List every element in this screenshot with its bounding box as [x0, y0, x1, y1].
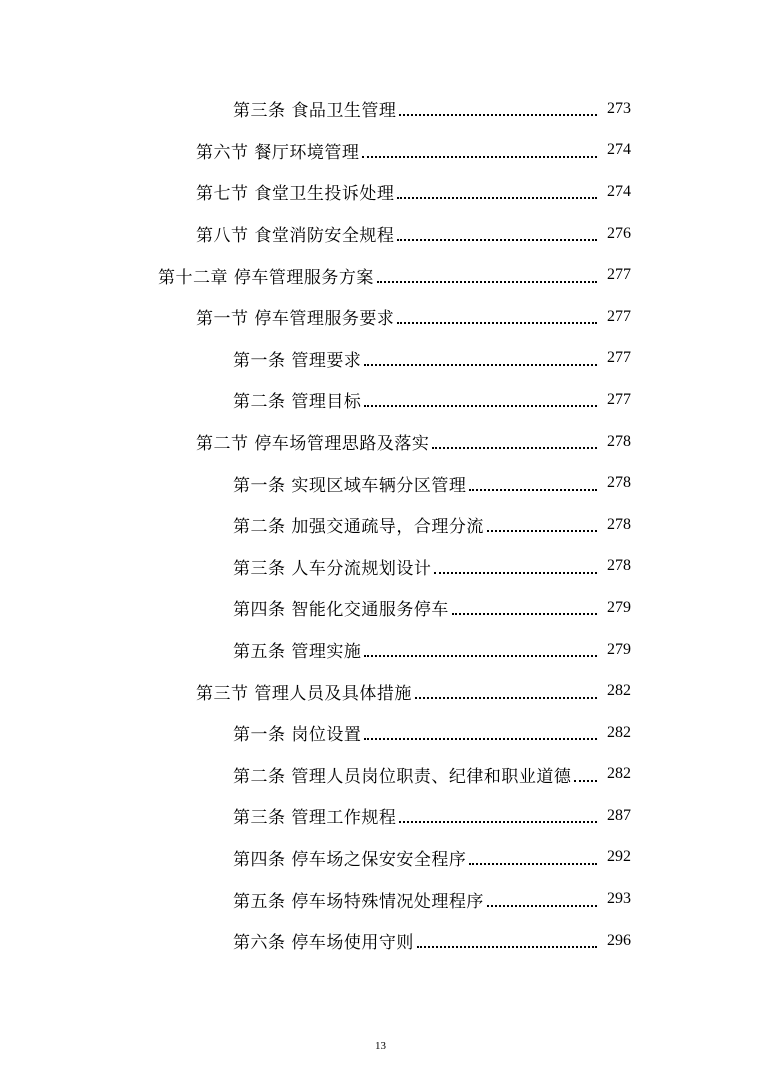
toc-entry[interactable] [0, 379, 761, 421]
toc-entry-title: 第三条 管理工作规程 [233, 808, 397, 829]
toc-entry-title: 第一条 岗位设置 [233, 725, 362, 746]
toc-dot-leader [417, 945, 597, 948]
toc-entry[interactable] [0, 878, 761, 920]
toc-entry[interactable] [0, 504, 761, 546]
toc-dot-leader [397, 238, 597, 241]
toc-dot-leader [399, 113, 597, 116]
toc-entry-page: 282 [607, 682, 631, 700]
toc-entry[interactable] [0, 670, 761, 712]
toc-entry[interactable] [0, 213, 761, 255]
toc-entry-page: 292 [607, 848, 631, 866]
toc-entry-page: 277 [607, 349, 631, 367]
toc-dot-leader [434, 571, 597, 574]
toc-dot-leader [399, 820, 597, 823]
toc-entry-page: 274 [607, 182, 631, 200]
toc-entry-title: 第六节 餐厅环境管理 [196, 142, 360, 163]
toc-entry-page: 278 [607, 474, 631, 492]
toc-entry-title: 第二条 管理人员岗位职责、纪律和职业道德 [233, 766, 572, 787]
toc-entry-title: 第三条 食品卫生管理 [233, 101, 397, 122]
toc-entry[interactable] [0, 920, 761, 962]
toc-entry-title: 第一条 管理要求 [233, 350, 362, 371]
toc-entry[interactable] [0, 629, 761, 671]
toc-entry-title: 第二条 管理目标 [233, 392, 362, 413]
toc-dot-leader [364, 404, 597, 407]
toc-entry[interactable] [0, 171, 761, 213]
toc-entry-page: 276 [607, 224, 631, 242]
toc-dot-leader [452, 612, 597, 615]
toc-entry-page: 277 [607, 307, 631, 325]
toc-entry[interactable] [0, 837, 761, 879]
toc-entry-page: 287 [607, 806, 631, 824]
toc-entry[interactable] [0, 296, 761, 338]
toc-entry-page: 273 [607, 99, 631, 117]
toc-dot-leader [397, 196, 597, 199]
toc-entry-chapter[interactable] [0, 254, 761, 296]
toc-dot-leader [364, 654, 597, 657]
toc-dot-leader [469, 862, 597, 865]
toc-entry-title: 第四条 停车场之保安安全程序 [233, 849, 467, 870]
toc-entry-page: 274 [607, 141, 631, 159]
toc-entry-page: 279 [607, 640, 631, 658]
toc-entry-page: 279 [607, 598, 631, 616]
toc-entry-title: 第八节 食堂消防安全规程 [196, 226, 395, 247]
toc-entry[interactable] [0, 754, 761, 796]
toc-entry-title: 第二条 加强交通疏导，合理分流 [233, 517, 484, 538]
toc-entry[interactable] [0, 130, 761, 172]
toc-dot-leader [415, 696, 597, 699]
toc-entry-title: 第二节 停车场管理思路及落实 [196, 434, 430, 455]
toc-entry-title: 第五条 管理实施 [233, 642, 362, 663]
toc-entry-page: 277 [607, 266, 631, 284]
toc-entry-page: 282 [607, 765, 631, 783]
toc-entry-title: 第十二章 停车管理服务方案 [158, 267, 374, 288]
toc-dot-leader [377, 280, 597, 283]
toc-dot-leader [397, 321, 597, 324]
toc-dot-leader [487, 904, 597, 907]
toc-entry-title: 第三条 人车分流规划设计 [233, 558, 432, 579]
toc-entry-title: 第五条 停车场特殊情况处理程序 [233, 891, 484, 912]
page-number: 13 [375, 1040, 386, 1052]
table-of-contents [0, 88, 761, 961]
toc-entry-page: 282 [607, 723, 631, 741]
toc-dot-leader [469, 488, 597, 491]
toc-dot-leader [574, 779, 597, 782]
toc-entry[interactable] [0, 712, 761, 754]
toc-entry-page: 277 [607, 390, 631, 408]
toc-entry[interactable] [0, 421, 761, 463]
toc-entry[interactable] [0, 88, 761, 130]
toc-entry-page: 293 [607, 890, 631, 908]
toc-dot-leader [364, 363, 597, 366]
toc-dot-leader [487, 529, 597, 532]
toc-entry-title: 第三节 管理人员及具体措施 [196, 683, 412, 704]
toc-entry-page: 278 [607, 432, 631, 450]
toc-entry-title: 第一节 停车管理服务要求 [196, 309, 395, 330]
toc-dot-leader [432, 446, 597, 449]
toc-entry[interactable] [0, 462, 761, 504]
toc-entry-page: 278 [607, 557, 631, 575]
toc-dot-leader [364, 737, 597, 740]
toc-entry[interactable] [0, 546, 761, 588]
toc-dot-leader [362, 155, 597, 158]
toc-entry-title: 第七节 食堂卫生投诉处理 [196, 184, 395, 205]
toc-entry-title: 第四条 智能化交通服务停车 [233, 600, 449, 621]
toc-entry[interactable] [0, 795, 761, 837]
toc-entry[interactable] [0, 338, 761, 380]
toc-entry-page: 278 [607, 515, 631, 533]
toc-entry-title: 第六条 停车场使用守则 [233, 933, 414, 954]
toc-entry-page: 296 [607, 931, 631, 949]
toc-entry[interactable] [0, 587, 761, 629]
toc-entry-title: 第一条 实现区域车辆分区管理 [233, 475, 467, 496]
